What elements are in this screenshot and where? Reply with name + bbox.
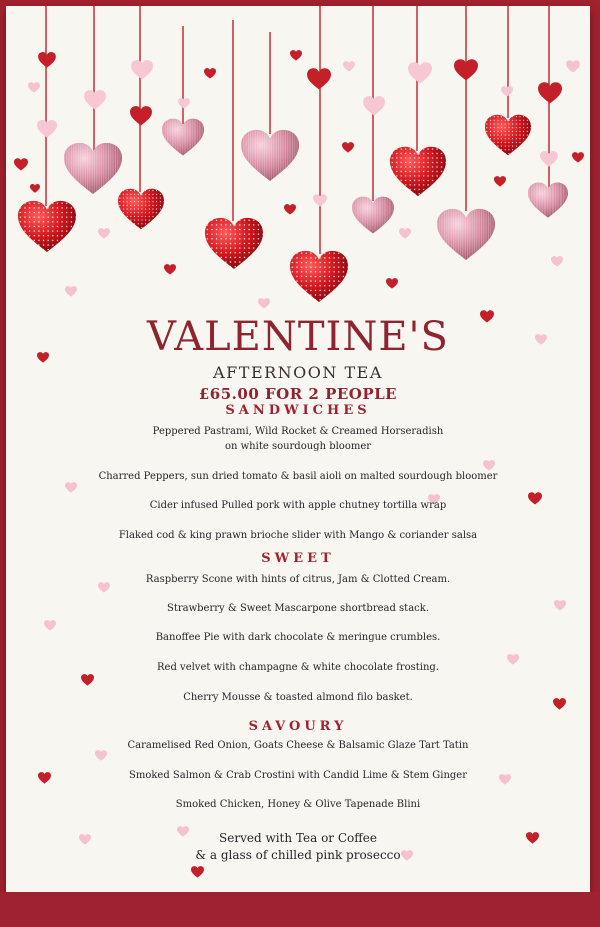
menu-item: Smoked Chicken, Honey & Olive Tapenade Blini xyxy=(175,799,421,810)
menu-item: Peppered Pastrami, Wild Rocket & Creamed Horseradish xyxy=(152,426,444,437)
menu-item: Banoffee Pie with dark chocolate & meringue crumbles. xyxy=(155,632,441,643)
menu-item: Smoked Salmon & Crab Crostini with Candid Lime & Stem Ginger xyxy=(128,770,468,781)
page-title: VALENTINE'S xyxy=(147,314,449,360)
pale-string-hearts xyxy=(37,60,558,206)
section-heading-savoury: SAVOURY xyxy=(248,719,348,734)
menu-item: Flaked cod & king prawn brioche slider with Mango & coriander salsa xyxy=(118,530,478,541)
menu-item: Strawberry & Sweet Mascarpone shortbread stack. xyxy=(166,603,430,614)
menu-item: Charred Peppers, sun dried tomato & basil aioli on malted sourdough bloomer xyxy=(98,471,498,482)
menu-item: Raspberry Scone with hints of citrus, Jam & Clotted Cream. xyxy=(145,574,451,585)
section-heading-sweet: SWEET xyxy=(261,551,335,566)
menu-item: Caramelised Red Onion, Goats Cheese & Balsamic Glaze Tart Tatin xyxy=(127,740,469,751)
section-heading-sandwiches: SANDWICHES xyxy=(225,403,371,418)
menu-item: Cherry Mousse & toasted almond filo basket. xyxy=(183,692,413,703)
menu-card xyxy=(6,6,590,892)
footer-line-2: & a glass of chilled pink prosecco xyxy=(195,848,401,862)
menu-item: Red velvet with champagne & white chocolate frosting. xyxy=(157,662,439,673)
menu-item: Cider infused Pulled pork with apple chutney tortilla wrap xyxy=(149,500,447,511)
price-label: £65.00 FOR 2 PEOPLE xyxy=(198,385,398,403)
subtitle: AFTERNOON TEA xyxy=(213,363,383,382)
bottom-border xyxy=(0,892,600,927)
footer-line-1: Served with Tea or Coffee xyxy=(219,831,377,845)
menu-item: on white sourdough bloomer xyxy=(224,441,372,452)
